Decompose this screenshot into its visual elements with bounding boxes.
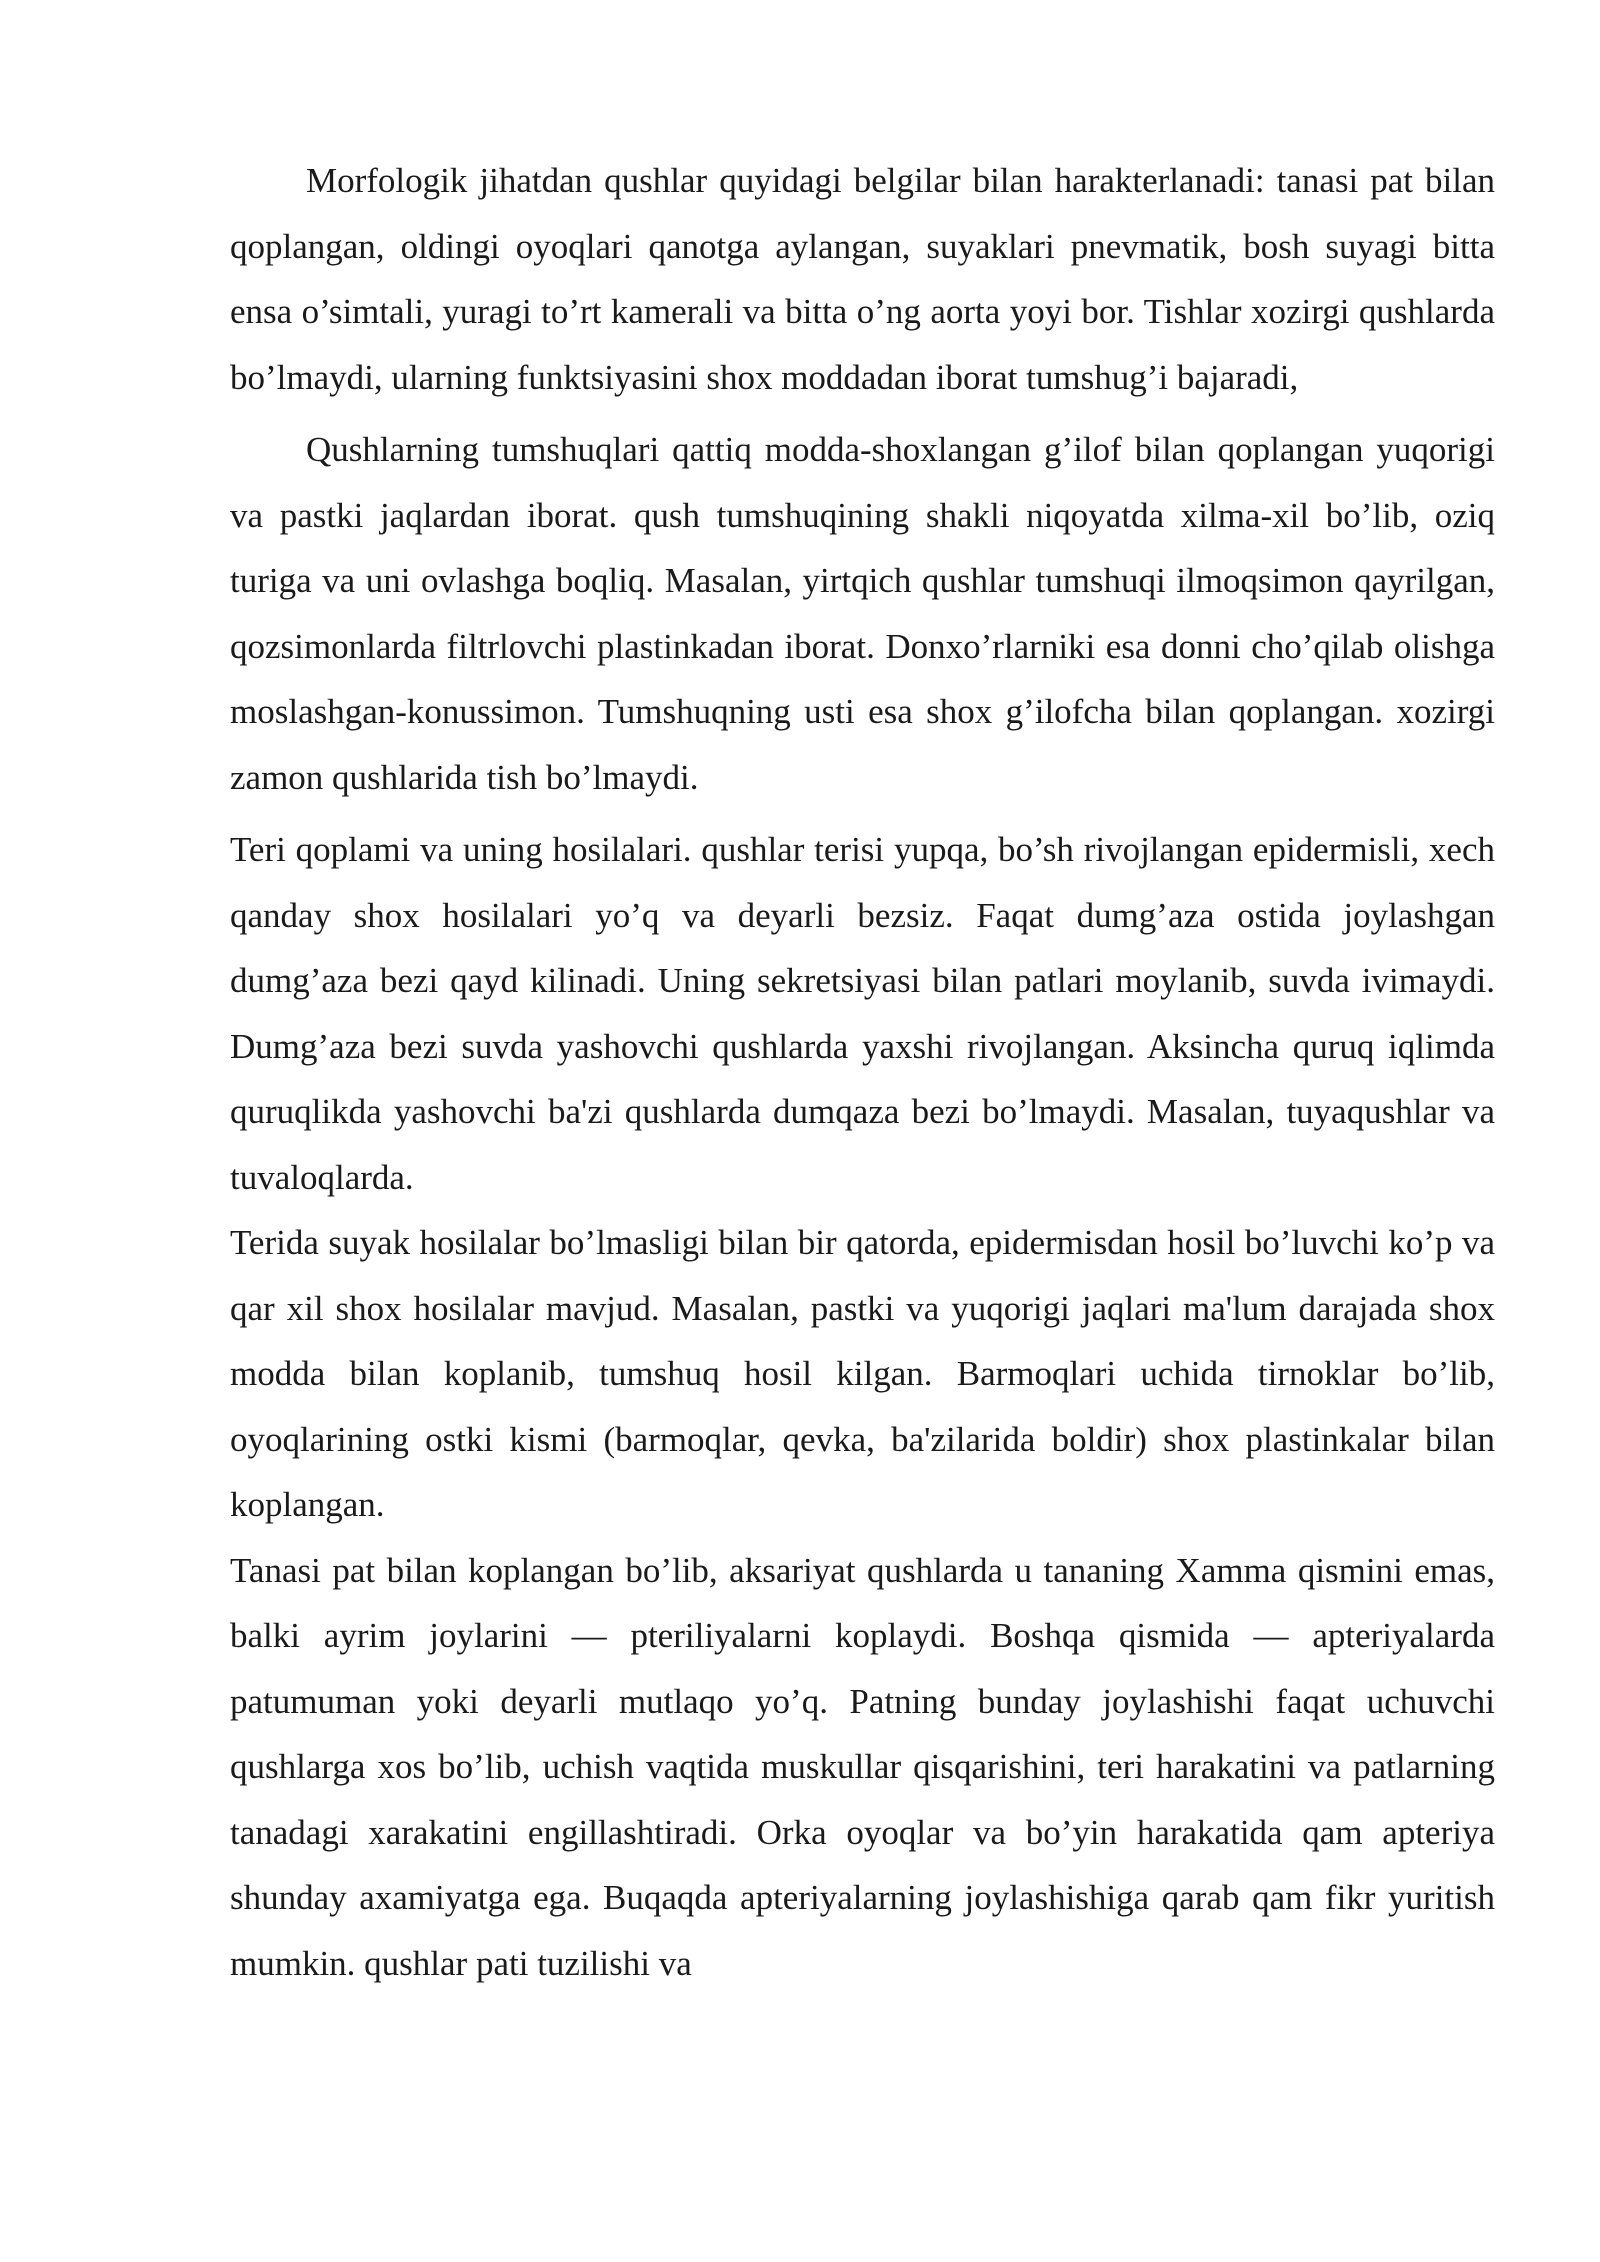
paragraph-skin: Teri qoplami va uning hosilalari. qushlar terisi yupqa, bo’sh rivojlangan epidermisli, xech qanday shox hosilalari yo’q va deyarli bezsiz. Faqat dumg’aza ostida joylashgan dumg’aza bezi qayd kilinadi. Uning sekretsiyasi bilan patlari moylanib, suvda ivimaydi. Dumg’aza bezi suvda yashovchi qushlarda yaxshi rivojlangan. Aksincha quruq iqlimda quruqlikda yashovchi ba'zi qushlarda dumqaza bezi bo’lmaydi. Masalan, tuyaqushlar va tuvaloqlarda.: [230, 830, 1495, 1197]
paragraph-feathers: Tanasi pat bilan koplangan bo’lib, aksariyat qushlarda u tananing Xamma qismini emas, balki ayrim joylarini — pteriliyalarni koplaydi. Boshqa qismida — apteriyalarda patumuman yoki deyarli mutlaqo yo’q. Patning bunday joylashishi faqat uchuvchi qushlarga xos bo’lib, uchish vaqtida muskullar qisqarishini, teri harakatini va patlarning tanadagi xarakatini engillashtiradi. Orka oyoqlar va bo’yin harakatida qam apteriya shunday axamiyatga ega. Buqaqda apteriyalarning joylashishiga qarab qam fikr yuritish mumkin. qushlar pati tuzilishi va: [230, 1550, 1495, 1983]
paragraph-horn-structures: Terida suyak hosilalar bo’lmasligi bilan bir qatorda, epidermisdan hosil bo’luvchi ko’p va qar xil shox hosilalar mavjud. Masalan, pastki va yuqorigi jaqlari ma'lum darajada shox modda bilan koplanib, tumshuq hosil kilgan. Barmoqlari uchida tirnoklar bo’lib, oyoqlarining ostki kismi (barmoqlar, qevka, ba'zilarida boldir) shox plastinkalar bilan koplangan.: [230, 1223, 1495, 1524]
paragraph-beak: Qushlarning tumshuqlari qattiq modda-shoxlangan g’ilof bilan qoplangan yuqorigi va pastki jaqlardan iborat. qush tumshuqining shakli niqoyatda xilma-xil bo’lib, oziq turiga va uni ovlashga boqliq. Masalan, yirtqich qushlar tumshuqi ilmoqsimon qayrilgan, qozsimonlarda filtrlovchi plastinkadan iborat. Donxo’rlarniki esa donni cho’qilab olishga moslashgan-konussimon. Tumshuqning usti esa shox g’ilofcha bilan qoplangan. xozirgi zamon qushlarida tish bo’lmaydi.: [230, 430, 1495, 797]
document-body: [230, 148, 1495, 1996]
paragraph-morphology: Morfologik jihatdan qushlar quyidagi belgilar bilan harakterlanadi: tanasi pat bilan qoplangan, oldingi oyoqlari qanotga aylangan, suyaklari pnevmatik, bosh suyagi bitta ensa o’simtali, yuragi to’rt kamerali va bitta o’ng aorta yoyi bor. Tishlar xozirgi qushlarda bo’lmaydi, ularning funktsiyasini shox moddadan iborat tumshug’i bajaradi,: [230, 161, 1495, 397]
